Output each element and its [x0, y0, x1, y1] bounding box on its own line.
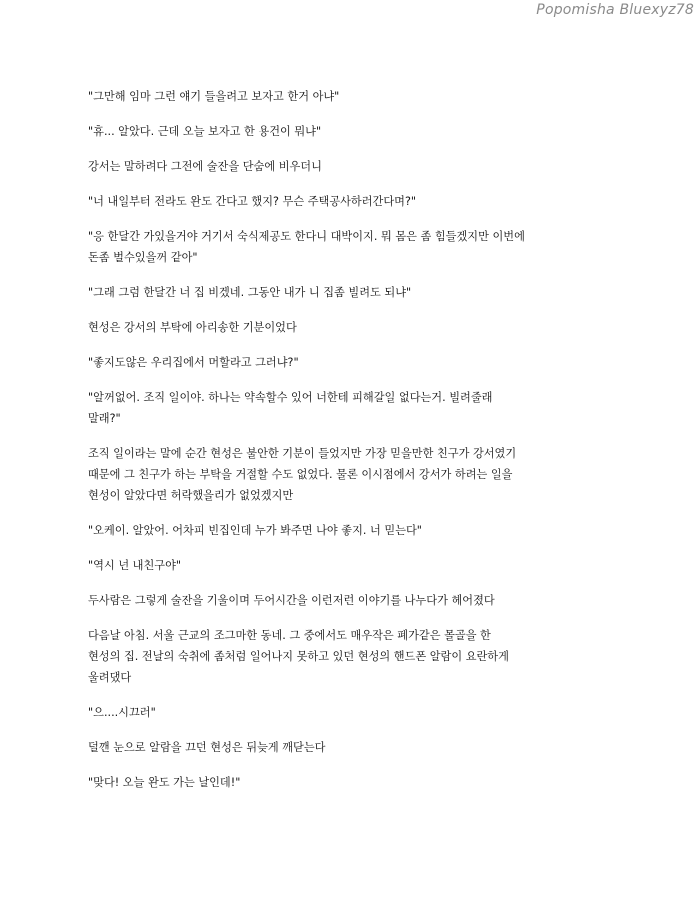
watermark: Popomisha Bluexyz78 [536, 2, 694, 18]
paragraph: 조직 일이라는 말에 순간 현성은 불안한 기분이 들었지만 가장 믿을만한 친구가 강서였기 때문에 그 친구가 하는 부탁을 거절할 수도 없었다. 물론 이시점에서 강서가 하려는 일을 현성이 알았다면 허락했을리가 없었겠지만 [88, 447, 517, 502]
paragraph: 다음날 아침. 서울 근교의 조그마한 동네. 그 중에서도 매우작은 폐가같은 몰골을 한 현성의 집. 전날의 숙취에 좀처럼 일어나지 못하고 있던 현성의 핸드폰 알람이 요란하게 울려댔다 [88, 629, 509, 684]
paragraph: 두사람은 그렇게 술잔을 기울이며 두어시간을 이런저런 이야기를 나누다가 헤어졌다 [88, 594, 495, 607]
paragraph: "맞다! 오늘 완도 가는 날인데!" [88, 776, 241, 789]
paragraph: 현성은 강서의 부탁에 아리송한 기분이었다 [88, 321, 297, 334]
paragraph: 덜깬 눈으로 알람을 끄던 현성은 뒤늦게 깨닫는다 [88, 741, 326, 754]
paragraph: "역시 넌 내친구야" [88, 559, 182, 572]
document-body [88, 86, 628, 807]
paragraph: "휴... 알았다. 근데 오늘 보자고 한 용건이 뭐냐" [88, 125, 322, 138]
paragraph: "그래 그럼 한달간 너 집 비겠네. 그동안 내가 니 집좀 빌려도 되냐" [88, 286, 412, 299]
paragraph: "알꺼없어. 조직 일이야. 하나는 약속할수 있어 너한테 피해갈일 없다는거. 빌려줄래 말래?" [88, 391, 493, 425]
paragraph: "으....시끄러" [88, 706, 156, 719]
paragraph: "좋지도않은 우리집에서 머할라고 그러냐?" [88, 356, 299, 369]
paragraph: "응 한달간 가있을거야 거기서 숙식제공도 한다니 대박이지. 뭐 몸은 좀 힘들겠지만 이번에 돈좀 벌수있을꺼 같아" [88, 230, 525, 264]
paragraph: "너 내일부터 전라도 완도 간다고 했지? 무슨 주택공사하러간다며?" [88, 195, 417, 208]
paragraph: "그만해 임마 그런 얘기 들을려고 보자고 한거 아냐" [88, 90, 340, 103]
paragraph: "오케이. 알았어. 어차피 빈집인데 누가 봐주면 나야 좋지. 너 믿는다" [88, 524, 422, 537]
paragraph: 강서는 말하려다 그전에 술잔을 단숨에 비우더니 [88, 160, 322, 173]
